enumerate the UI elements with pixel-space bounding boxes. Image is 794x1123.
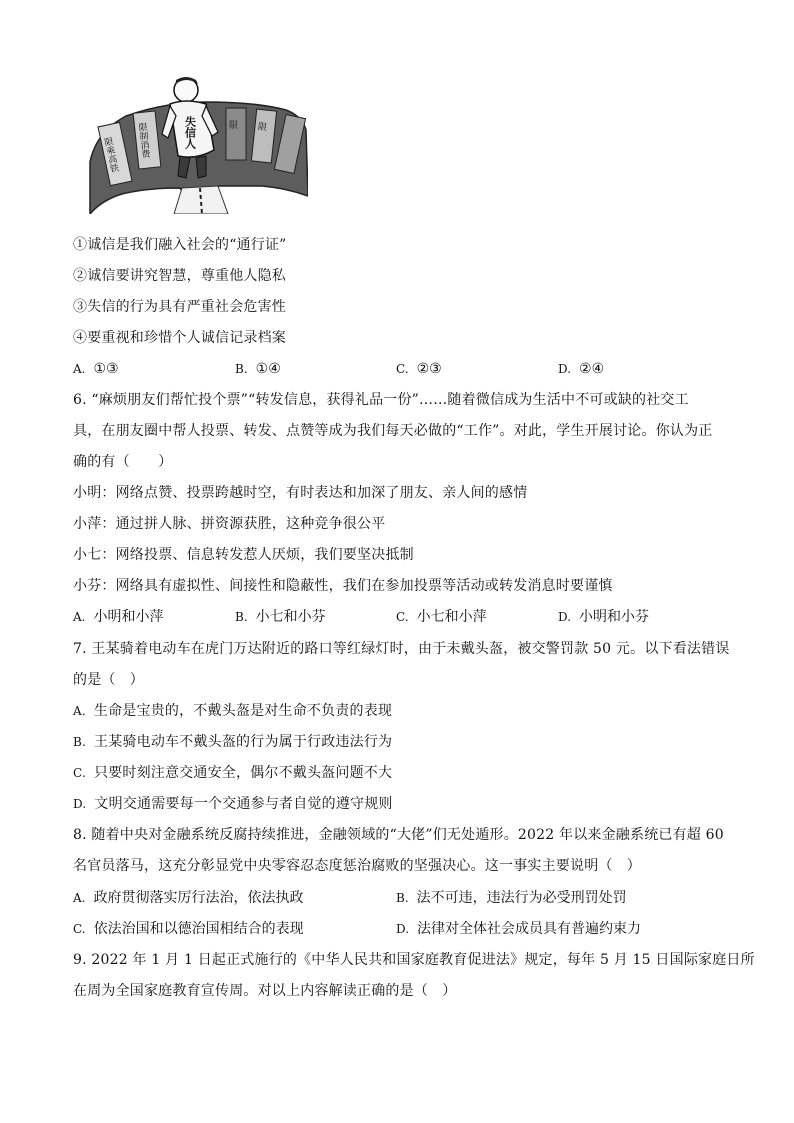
q6-stem-line-1: 6. “麻烦朋友们帮忙投个票”“转发信息，获得礼品一份”……随着微信成为生活中不可或缺的社交工 [73,392,689,408]
wall-label-2: 限制消费 [136,121,150,159]
q5-statement-3: ③失信的行为具有严重社会危害性 [73,299,286,315]
q8-option-d[interactable]: D. 法律对全体社会成员具有普遍约束力 [396,921,642,937]
q6-option-b[interactable]: B. 小七和小芬 [235,609,326,625]
q7-option-d[interactable]: D. 文明交通需要每一个交通参与者自觉的遵守规则 [73,796,393,812]
q7-stem-line-1: 7. 王某骑着电动车在虎门万达附近的路口等红绿灯时，由于未戴头盔，被交警罚款 50 元。以下看法错误 [73,641,730,657]
q6-options [73,608,733,626]
person-label: 失信人 [183,116,197,149]
q5-option-c[interactable]: C. ②③ [396,361,442,377]
wall-label-4: 限 [255,121,267,132]
wall-label-3: 限 [227,120,237,129]
q8-stem-line-2: 名官员落马，这充分彰显党中央零容忍态度惩治腐败的坚强决心。这一事实主要说明（ ） [73,858,641,874]
q6-view-xiaoping: 小萍：通过拼人脉、拼资源获胜，这种竞争很公平 [73,516,386,532]
q7-option-a[interactable]: A. 生命是宝贵的，不戴头盔是对生命不负责的表现 [73,703,393,719]
q6-option-a[interactable]: A. 小明和小萍 [73,609,164,625]
wall-label-1: 限乘高铁 [101,136,119,174]
q8-stem-line-1: 8. 随着中央对金融系统反腐持续推进，金融领域的“大佬”们无处遁形。2022 年以来金融系统已有超 60 [73,827,724,843]
q5-statement-4: ④要重视和珍惜个人诚信记录档案 [73,330,286,346]
q8-options-row-1 [73,889,733,907]
q9-stem-line-2: 在周为全国家庭教育宣传周。对以上内容解读正确的是（ ） [73,983,457,999]
q5-options [73,360,733,378]
q5-option-d[interactable]: D. ②④ [558,361,605,377]
q6-view-xiaoming: 小明：网络点赞、投票跨越时空，有时表达和加深了朋友、亲人间的感情 [73,485,528,501]
q7-stem-line-2: 的是（ ） [73,672,144,688]
q6-stem-line-2: 具，在朋友圈中帮人投票、转发、点赞等成为我们每天必做的“工作”。对此，学生开展讨论。你认为正 [73,423,713,439]
q6-view-xiaofen: 小芬：网络具有虚拟性、间接性和隐蔽性，我们在参加投票等活动或转发消息时要谨慎 [73,578,613,594]
q7-option-b[interactable]: B. 王某骑电动车不戴头盔的行为属于行政违法行为 [73,734,393,750]
cartoon-illustration [86,76,308,214]
q5-option-a[interactable]: A. ①③ [73,361,119,377]
q8-options-row-2 [73,920,733,938]
q8-option-c[interactable]: C. 依法治国和以德治国相结合的表现 [73,921,304,937]
q6-view-xiaoqi: 小七：网络投票、信息转发惹人厌烦，我们要坚决抵制 [73,547,414,563]
q5-option-b[interactable]: B. ①④ [235,361,281,377]
q6-option-d[interactable]: D. 小明和小芬 [558,609,650,625]
q9-stem-line-1: 9. 2022 年 1 月 1 日起正式施行的《中华人民共和国家庭教育促进法》规定，每年 5 月 15 日国际家庭日所 [73,952,755,968]
q8-option-a[interactable]: A. 政府贯彻落实厉行法治，依法执政 [73,890,304,906]
q5-statement-2: ②诚信要讲究智慧，尊重他人隐私 [73,268,286,284]
q8-option-b[interactable]: B. 法不可违，违法行为必受刑罚处罚 [396,890,627,906]
q7-option-c[interactable]: C. 只要时刻注意交通安全，偶尔不戴头盔问题不大 [73,765,393,781]
q6-option-c[interactable]: C. 小七和小萍 [396,609,487,625]
q6-stem-line-3: 确的有（ ） [73,454,173,470]
q5-statement-1: ①诚信是我们融入社会的“通行证” [73,237,287,253]
